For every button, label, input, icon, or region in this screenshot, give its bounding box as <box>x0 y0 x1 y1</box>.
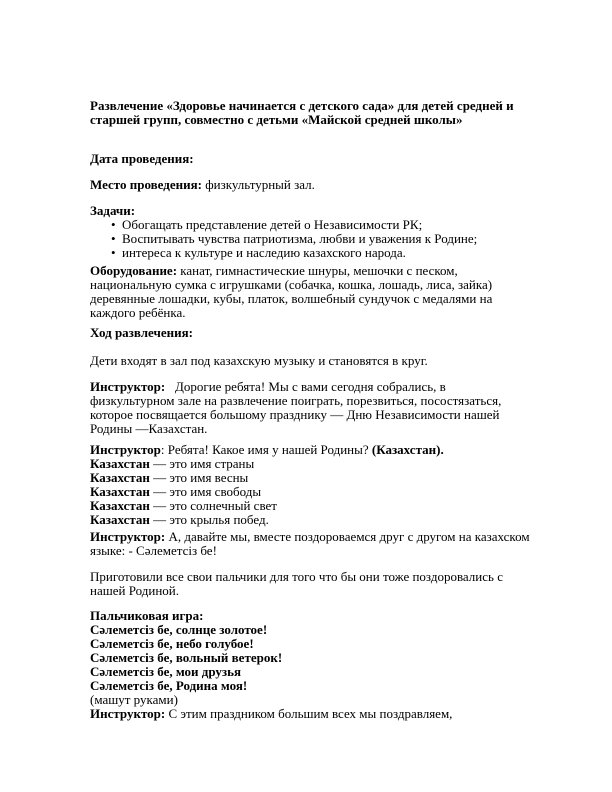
game-line: Сәлеметсіз бе, мои друзья <box>90 664 242 679</box>
game-note: (машут руками) <box>90 692 178 707</box>
kaz-line <box>90 457 530 471</box>
place-label: Место проведения: <box>90 177 202 192</box>
speaker-label: Инструктор: <box>90 379 166 394</box>
game-line: Сәлеметсіз бе, небо голубое! <box>90 636 254 651</box>
game-label: Пальчиковая игра: <box>90 608 204 623</box>
kaz-word: Казахстан <box>90 456 150 471</box>
speaker-label: Инструктор <box>90 442 161 457</box>
equipment-section <box>90 264 530 320</box>
kaz-line <box>90 471 530 485</box>
speech-paragraph-4 <box>90 707 530 721</box>
game-line: Сәлеметсіз бе, вольный ветерок! <box>90 650 283 665</box>
kaz-word: Казахстан <box>90 512 150 527</box>
speech-text: С этим праздником большим всех мы поздравляем, <box>168 706 453 721</box>
intro-paragraph: Дети входят в зал под казахскую музыку и становятся в круг. <box>90 353 428 368</box>
kaz-line <box>90 485 530 499</box>
task-item: • интереса к культуре и наследию казахского народа. <box>90 246 530 260</box>
course-section <box>90 326 530 340</box>
speech-text: : Ребята! Какое имя у нашей Родины? <box>160 442 369 457</box>
speech-paragraph-1 <box>90 380 530 436</box>
date-section <box>90 152 530 166</box>
equipment-value: канат, гимнастические шнуры, мешочки с песком, национальную сумка с игрушками (собачка, кошка, лошадь, лиса, зайка) деревянные лошадки, кубы, платок, волшебный сундучок с медалями на каждого ребёнка. <box>90 263 493 320</box>
kaz-line <box>90 513 530 527</box>
speech-answer: (Казахстан). <box>371 442 444 457</box>
kaz-rest: — это имя весны <box>149 470 249 485</box>
document-title: Развлечение «Здоровье начинается с детского сада» для детей средней и старшей групп, совместно с детьми «Майской средней школы» <box>90 98 514 127</box>
game-line: Сәлеметсіз бе, Родина моя! <box>90 678 248 693</box>
tasks-label: Задачи: <box>90 203 136 218</box>
kaz-word: Казахстан <box>90 470 150 485</box>
finger-game-section <box>90 609 530 707</box>
speech-text: Дорогие ребята! Мы с вами сегодня собрались, в физкультурном зале на развлечение поиграть, порезвиться, посостязаться, которое посвящается большому празднику — Дню Независимости нашей Родины —Казахстан. <box>90 379 502 436</box>
speech-paragraph-2 <box>90 443 530 527</box>
kaz-word: Казахстан <box>90 498 150 513</box>
kaz-rest: — это имя свободы <box>149 484 262 499</box>
kaz-rest: — это имя страны <box>149 456 255 471</box>
fingers-paragraph: Приготовили все свои пальчики для того что бы они тоже поздоровались с нашей Родиной. <box>90 569 503 598</box>
kaz-line <box>90 499 530 513</box>
equipment-label: Оборудование: <box>90 263 178 278</box>
speech-paragraph-3 <box>90 530 530 558</box>
speaker-label: Инструктор: <box>90 706 166 721</box>
task-item: • Воспитывать чувства патриотизма, любви и уважения к Родине; <box>90 232 530 246</box>
course-label: Ход развлечения: <box>90 325 193 340</box>
place-section <box>90 178 530 192</box>
game-line: Сәлеметсіз бе, солнце золотое! <box>90 622 268 637</box>
kaz-word: Казахстан <box>90 484 150 499</box>
speaker-label: Инструктор: <box>90 529 166 544</box>
tasks-list <box>90 218 530 260</box>
kaz-rest: — это крылья побед. <box>149 512 269 527</box>
task-item: • Обогащать представление детей о Независимости РК; <box>90 218 530 232</box>
date-label: Дата проведения: <box>90 151 194 166</box>
kaz-rest: — это солнечный свет <box>149 498 277 513</box>
tasks-section <box>90 204 530 260</box>
place-value: физкультурный зал. <box>205 177 315 192</box>
speech-text: А, давайте мы, вместе поздороваемся друг с другом на казахском языке: - Сәлеметсіз бе! <box>90 529 530 558</box>
